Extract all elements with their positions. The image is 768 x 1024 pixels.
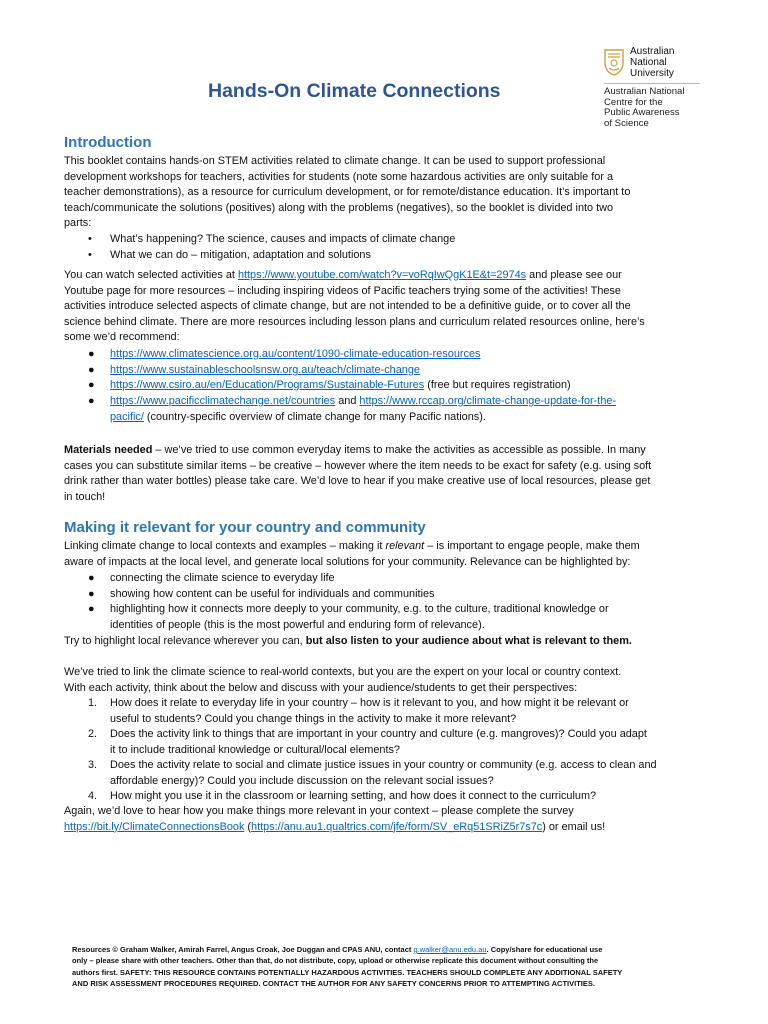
resource-note: (country-specific overview of climate change for many Pacific nations). [143, 411, 486, 423]
text-line: science behind climate. There are more resources including lesson plans and curriculum related resources online, here’s [64, 315, 645, 328]
try-bold-text: but also listen to your audience about what is relevant to them. [305, 635, 632, 647]
try-paragraph [64, 634, 712, 650]
text-line: in touch! [64, 490, 106, 503]
survey-text: ( [244, 820, 252, 833]
materials-label: Materials needed [64, 444, 153, 456]
text-line: cases you can substitute similar items – be creative – however where the item needs to be exact for safety (e.g. using soft [64, 459, 652, 472]
resource-link-rccap[interactable]: https://www.rccap.org/climate-change-update-for-the- [359, 395, 617, 407]
list-item: What’s happening? The science, causes and impacts of climate change [110, 233, 456, 245]
relevance-paragraph [64, 539, 712, 570]
resource-note: (free but requires registration) [424, 379, 571, 391]
centre-name-line: Centre for the [604, 96, 663, 108]
intro-paragraph [64, 154, 712, 232]
question-number: 2. [88, 728, 98, 740]
list-item-continued: identities of people (this is the most powerful and enduring form of relevance). [110, 619, 485, 631]
list-item [110, 347, 480, 363]
relevance-text: Linking climate change to local contexts and examples – making it [64, 540, 386, 552]
logo-text-line: Australian [630, 46, 675, 57]
text-line: This booklet contains hands-on STEM activities related to climate change. It can be used to support professional [64, 155, 606, 167]
footer-text: Resources © Graham Walker, Amirah Farrel, Angus Croak, Joe Duggan and CPAS ANU, contact [72, 945, 414, 954]
text-line: Youtube page for more resources – including inspiring videos of Pacific teachers trying some of the activities! These [64, 284, 621, 297]
document-title: Hands-On Climate Connections [208, 80, 501, 102]
anu-crest-icon [604, 48, 624, 76]
question-item-continued: it to include traditional knowledge or cultural/local elements? [110, 744, 400, 756]
try-text: Try to highlight local relevance wherever you can, [64, 635, 306, 647]
watch-text: You can watch selected activities at [64, 269, 238, 281]
bullet-dot: • [88, 233, 92, 245]
question-number: 1. [88, 697, 98, 709]
question-number: 3. [88, 759, 98, 771]
centre-name-line: Public Awareness [604, 107, 680, 118]
footer-text: . Copy/share for educational use [486, 945, 603, 954]
text-line: drink rather than water bottles) please take care. We’d love to hear if you make creative use of local resources, please get [64, 475, 651, 488]
list-item: showing how content can be useful for individuals and communities [110, 588, 435, 600]
footer-line: only – please share with other teachers. Other than that, do not distribute, copy, upload or otherwise replicate this document without consulting the [72, 956, 599, 966]
survey-text: ) or email us! [542, 820, 606, 833]
question-item-continued: useful to students? Could you change things in the activity to make it more relevant? [110, 713, 517, 725]
bullet-dot: ● [88, 364, 95, 376]
text-line: development workshops for teachers, activities for students (note some hazardous activities are only suitable for a [64, 170, 614, 183]
resource-and: and [335, 395, 360, 407]
centre-name-line: Australian National [604, 86, 685, 97]
list-item: highlighting how it connects more deeply to your community, e.g. to the culture, traditional knowledge or [110, 603, 609, 615]
resource-link-csiro[interactable]: https://www.csiro.au/en/Education/Programs/Sustainable-Futures [110, 379, 425, 391]
text-line: some we’d recommend: [64, 331, 180, 344]
resource-link-sustainableschools[interactable]: https://www.sustainableschoolsnsw.org.au/teach/climate-change [110, 364, 420, 376]
text-line: teacher demonstrations), as a resource for curriculum development, or for remote/distance education. It’s important to [64, 186, 631, 199]
logo-text-line: University [630, 68, 674, 79]
relevance-text: – is important to engage people, make them [424, 540, 640, 552]
resource-link-pacificclimatechange[interactable]: https://www.pacificclimatechange.net/countries [110, 395, 336, 407]
text-line: teach/communicate the solutions (positives) along with the problems (negatives), so the booklet is divided into two [64, 201, 614, 214]
materials-paragraph [64, 443, 712, 505]
list-item: connecting the climate science to everyday life [110, 572, 335, 584]
logo-text-line: National [630, 57, 667, 68]
survey-link-bitly[interactable]: https://bit.ly/ClimateConnectionsBook [64, 820, 245, 833]
list-item: What we can do – mitigation, adaptation and solutions [110, 249, 371, 261]
list-item-continued [110, 410, 486, 426]
question-item: How might you use it in the classroom or learning setting, and how does it connect to the curriculum? [110, 790, 597, 802]
bullet-dot: ● [88, 395, 95, 407]
question-item: Does the activity link to things that are important in your country and culture (e.g. mangroves)? Could you adapt [110, 728, 647, 740]
text-line: We’ve tried to link the climate science to real-world contexts, but you are the expert on your local or country context. [64, 666, 622, 678]
question-item-continued: affordable energy)? Could you include discussion on the relevant social issues? [110, 775, 494, 787]
survey-paragraph [64, 804, 712, 835]
relevance-italic: relevant [385, 540, 425, 552]
resource-link-rccap-continued[interactable]: pacific/ [110, 411, 144, 423]
bullet-dot: ● [88, 603, 95, 615]
bullet-dot: ● [88, 348, 95, 360]
text-line: aware of impacts at the local level, and generate local solutions for your community. Relevance can be highlighted by: [64, 555, 631, 568]
bullet-dot: ● [88, 379, 95, 391]
resource-link-climatescience[interactable]: https://www.climatescience.org.au/content/1090-climate-education-resources [110, 348, 481, 360]
section-heading-introduction: Introduction [64, 134, 152, 151]
question-item: How does it relate to everyday life in your country – how is it relevant to you, and how might it be relevant or [110, 697, 629, 709]
bullet-dot: ● [88, 572, 95, 584]
link-paragraph [64, 665, 712, 696]
watch-text: and please see our [526, 269, 622, 281]
question-item: Does the activity relate to social and climate justice issues in your country or community (e.g. access to clean and [110, 759, 657, 771]
question-number: 4. [88, 790, 98, 802]
watch-paragraph [64, 268, 712, 346]
bullet-dot: ● [88, 588, 95, 600]
footer-line: AND RISK ASSESSMENT PROCEDURES REQUIRED. CONTACT THE AUTHOR FOR ANY SAFETY CONCERNS PRIOR TO ATTEMPTING ACTIVITIES. [72, 978, 595, 988]
anu-logo [604, 46, 724, 129]
list-item [110, 363, 420, 379]
text-line: With each activity, think about the below and discuss with your audience/students to get their perspectives: [64, 681, 578, 694]
materials-text: – we’ve tried to use common everyday items to make the activities as accessible as possible. In many [152, 444, 646, 456]
list-item [110, 378, 571, 394]
contact-email-link[interactable]: g.walker@anu.edu.au [413, 945, 487, 954]
youtube-link[interactable]: https://www.youtube.com/watch?v=voRqIwQgK1E&t=2974s [237, 269, 527, 281]
list-item [110, 394, 616, 410]
section-heading-relevance: Making it relevant for your country and community [64, 519, 426, 536]
logo-divider [604, 83, 700, 84]
text-line: Again, we’d love to hear how you make things more relevant in your context – please complete the survey [64, 805, 574, 817]
footer-line: authors first. SAFETY: THIS RESOURCE CONTAINS POTENTIALLY HAZARDOUS ACTIVITIES. TEACHERS SHOULD COMPLETE ANY ADDITIONAL SAFETY [72, 967, 623, 977]
text-line: parts: [64, 217, 92, 230]
text-line: activities introduce selected aspects of climate change, but are not intended to be a definitive guide, or to cover all the [64, 300, 631, 313]
footer-disclaimer [72, 944, 712, 989]
survey-link-qualtrics[interactable]: https://anu.au1.qualtrics.com/jfe/form/SV_eRq51SRiZ5r7s7c [251, 820, 543, 833]
bullet-dot: • [88, 249, 92, 261]
centre-name-line: of Science [604, 117, 649, 129]
